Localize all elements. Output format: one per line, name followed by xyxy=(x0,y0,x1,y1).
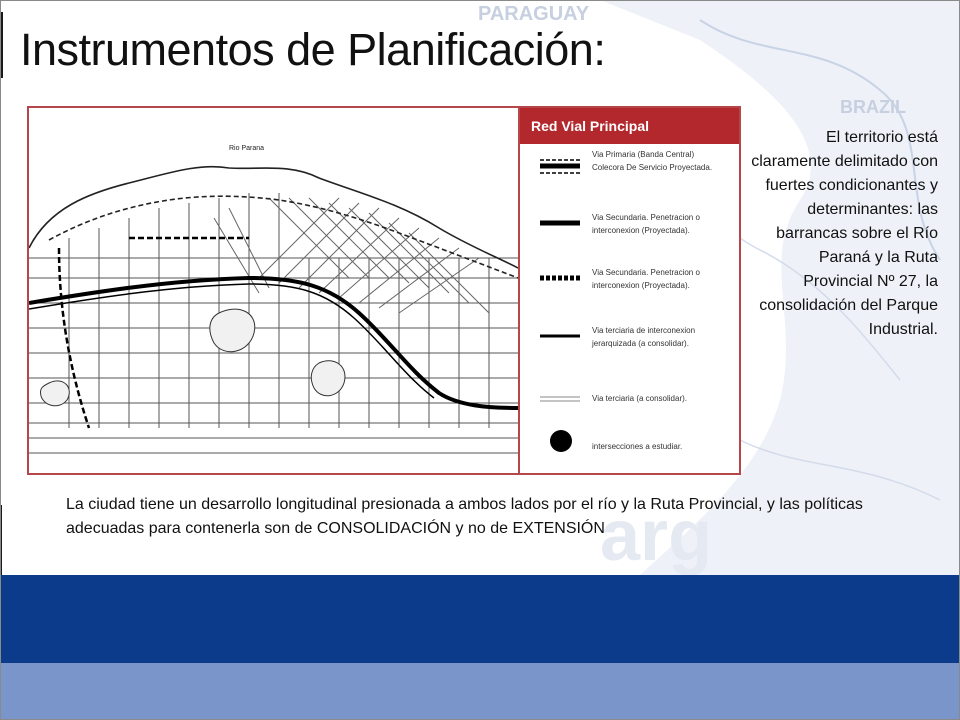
paraguay-label: PARAGUAY xyxy=(478,3,590,25)
legend-title: Red Vial Principal xyxy=(520,108,741,144)
tertiary-road-symbol xyxy=(540,322,580,350)
secondary-road-symbol xyxy=(540,209,580,237)
legend-item-text: Colecora De Servicio Proyectada. xyxy=(592,163,713,172)
watermark-logo: arg xyxy=(600,496,713,575)
legend-item-primary-road xyxy=(520,148,741,188)
double-line-symbol xyxy=(540,386,580,414)
map-legend xyxy=(518,108,741,473)
slide-title: Instrumentos de Planificación: xyxy=(20,24,606,75)
footer-band-dark xyxy=(0,575,960,663)
primary-road-symbol xyxy=(540,154,580,182)
legend-item-intersections xyxy=(520,426,741,466)
legend-item-text: Via Secundaria. Penetracion o xyxy=(592,213,700,222)
body-accent-rule xyxy=(0,505,2,575)
body-paragraph: La ciudad tiene un desarrollo longitudinal presionada a ambos lados por el río y la Ruta Provincial, y las políticas adecuadas para contenerla son de CONSOLIDACIÓN y no de EXTENSIÓN xyxy=(66,496,863,537)
side-description: El territorio está claramente delimitado con fuertes condicionantes y determinantes: las barrancas sobre el Río Paraná y la Ruta Provincial Nº 27, la consolidación del Parque Industrial. xyxy=(751,129,938,338)
legend-item-text: Via Secundaria. Penetracion o xyxy=(592,268,700,277)
legend-item-secondary-road-projected xyxy=(520,258,741,298)
legend-item-text: intersecciones a estudiar. xyxy=(592,442,683,451)
footer-band-light xyxy=(0,663,960,720)
legend-item-tertiary-road xyxy=(520,380,741,420)
brazil-label: BRAZIL xyxy=(840,97,906,117)
dotted-road-symbol xyxy=(540,264,580,292)
legend-item-text: Via Primaria (Banda Central) xyxy=(592,150,695,159)
legend-item-secondary-road xyxy=(520,203,741,243)
river-label: Rio Parana xyxy=(229,145,265,152)
legend-item-text: interconexion (Proyectada). xyxy=(592,226,690,235)
title-accent-rule xyxy=(0,12,3,78)
legend-item-text: jerarquizada (a consolidar). xyxy=(592,339,689,348)
legend-item-tertiary-road-hierarchical xyxy=(520,316,741,356)
legend-item-text: Via terciaria (a consolidar). xyxy=(592,394,688,403)
legend-item-text: Via terciaria de interconexion xyxy=(592,326,696,335)
legend-item-text: interconexion (Proyectada). xyxy=(592,281,690,290)
road-network-map xyxy=(27,106,741,475)
city-map-drawing xyxy=(29,108,518,473)
intersection-dot-icon xyxy=(550,430,572,452)
